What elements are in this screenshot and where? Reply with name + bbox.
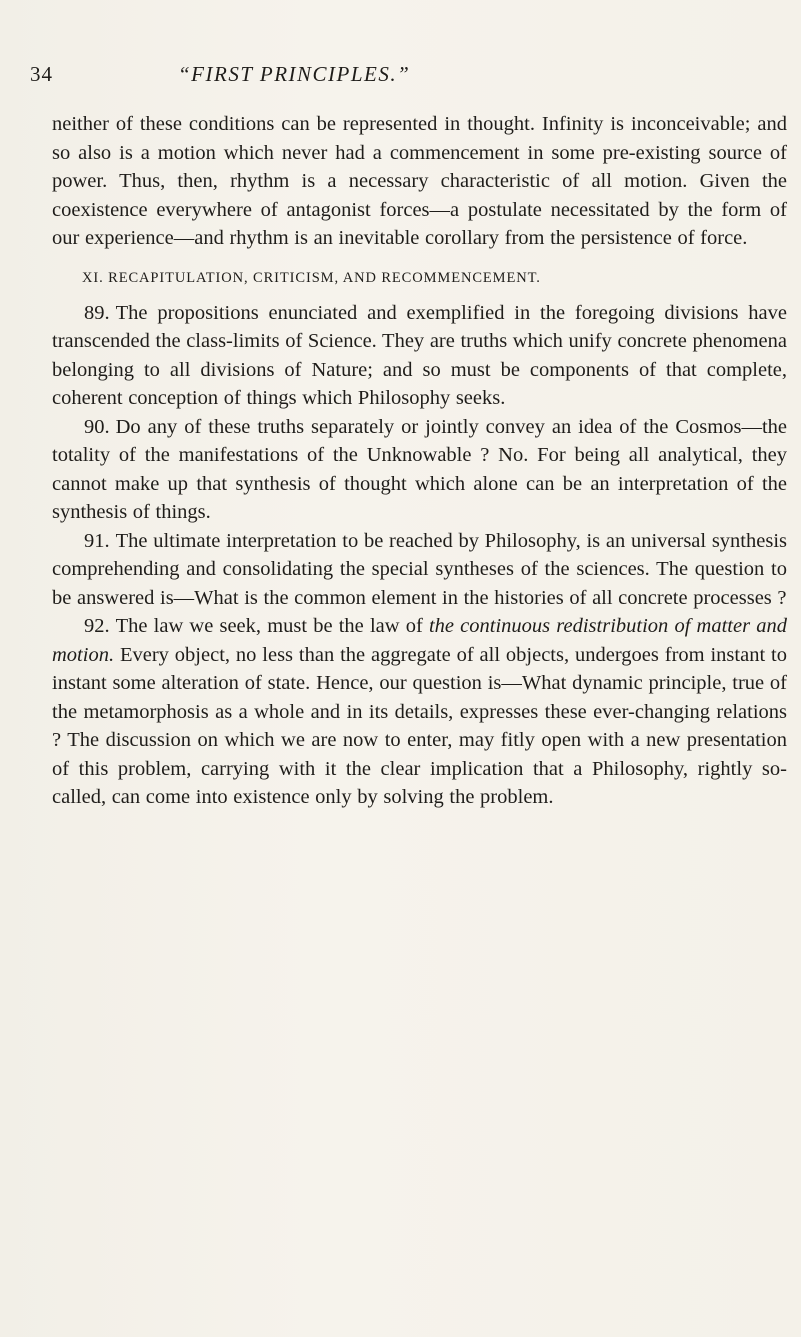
paragraph-91: [52, 527, 787, 613]
paragraph-text: Do any of these truths separately or jointly convey an idea of the Cosmos—the totality of the manifestations of the Unknowable ? No. For being all analytical, they cannot make up that synthesis of thought which alone can be an interpretation of the synthesis of things.: [52, 415, 787, 523]
paragraph-89: [52, 299, 787, 413]
paragraph-number: 90.: [84, 415, 110, 438]
running-title: “FIRST PRINCIPLES.”: [178, 62, 411, 86]
page-number: 34: [30, 62, 53, 86]
italic-phrase: the continuous redistribution of matter and motion.: [52, 615, 787, 666]
section-heading: XI. RECAPITULATION, CRITICISM, AND RECOMMENCEMENT.: [82, 269, 541, 286]
paragraph-number: 91.: [84, 529, 110, 552]
page-header: [30, 62, 770, 92]
paragraph-text: The law we seek, must be the law of: [115, 615, 429, 637]
paragraph-text: The propositions enunciated and exemplified in the foregoing divisions have transcended the class-limits of Science. They are truths which unify concrete phenomena belonging to all divisions of Nature; and so must be components of that complete, coherent conception of things which Philosophy seeks.: [52, 301, 787, 409]
intro-paragraph: neither of these conditions can be represented in thought. Infinity is inconceivable; and so also is a motion which never had a commencement in some pre-existing source of power. Thus, then, rhythm is a necessary characteristic of all motion. Given the coexistence everywhere of antagonist forces—a postulate necessitated by the form of our experience—and rhythm is an inevitable corollary from the persistence of force.: [52, 113, 787, 249]
paragraph-number: 92.: [84, 615, 110, 637]
body-text: [52, 110, 787, 812]
paragraph-90: [52, 413, 787, 527]
paragraph-number: 89.: [84, 301, 110, 324]
paragraph-92: [52, 612, 787, 812]
paragraph-text-continued: Every object, no less than the aggregate of all objects, undergoes from instant to instant some alteration of state. Hence, our question is—What dynamic principle, true of the metamorphosis as a whole and in its details, expresses these ever-changing relations ? The discussion on which we are now to enter, may fitly open with a new presentation of this problem, carrying with it the clear implication that a Philosophy, rightly so-called, can come into existence only by solving the problem.: [52, 643, 787, 808]
paragraph-text: The ultimate interpretation to be reached by Philosophy, is an universal synthesis comprehending and consolidating the special syntheses of the sciences. The question to be answered is—What is the common element in the histories of all concrete processes ?: [52, 529, 787, 609]
